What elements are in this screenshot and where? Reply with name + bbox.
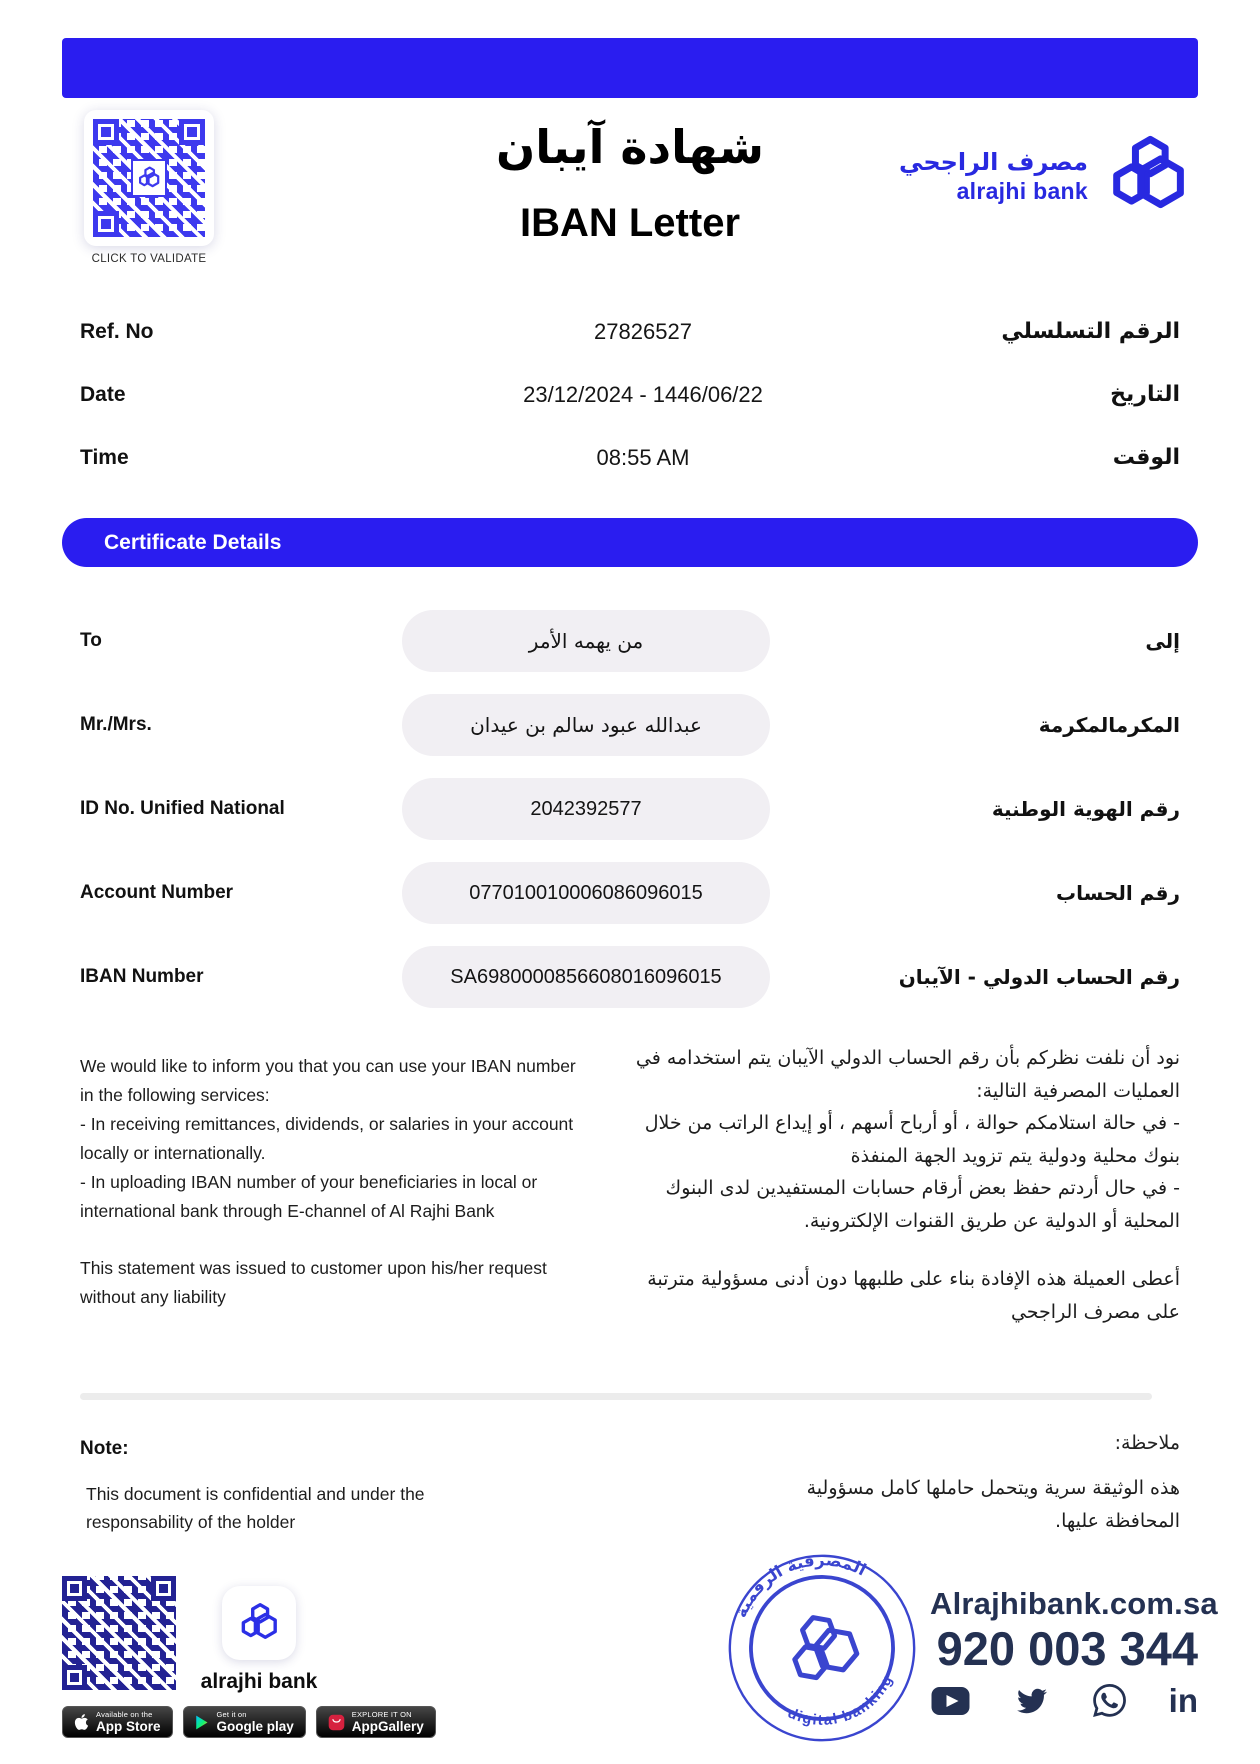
to-row — [62, 610, 1198, 672]
validation-qr-block[interactable] — [84, 110, 214, 265]
qr-finder-icon — [62, 1665, 87, 1690]
badge-store-name: Google play — [216, 1719, 294, 1734]
id-label-arabic: رقم الهوية الوطنية — [991, 797, 1180, 821]
note-text-arabic: هذه الوثيقة سرية ويتحمل حاملها كامل مسؤولية المحافظة عليها. — [806, 1477, 1180, 1532]
body-intro-arabic: نود أن نلفت نظركم بأن رقم الحساب الدولي الآيبان يتم استخدامه في العمليات المصرفية التالية: — [635, 1047, 1180, 1102]
ref-no-row — [62, 300, 1198, 363]
ref-no-value: 27826527 — [594, 318, 692, 344]
bank-name-english: alrajhi bank — [956, 178, 1088, 204]
appgallery-icon — [328, 1714, 345, 1731]
note-label-arabic: ملاحظة: — [1114, 1432, 1180, 1454]
website-link[interactable]: Alrajhibank.com.sa — [930, 1586, 1218, 1621]
qr-finder-icon — [151, 1576, 176, 1601]
badge-store-name: AppGallery — [351, 1719, 424, 1734]
id-label: ID No. Unified National — [80, 798, 285, 819]
name-label-arabic: المكرمالمكرمة — [1038, 713, 1180, 737]
body-item-1-arabic: - في حالة استلامكم حوالة ، أو أرباح أسهم ، أو إيداع الراتب من خلال بنوك محلية ودولية يتم تزويد الجهة المنفذة — [644, 1112, 1180, 1167]
account-row — [62, 862, 1198, 924]
app-store-badge[interactable] — [62, 1706, 173, 1738]
phone-number: 920 003 344 — [936, 1622, 1198, 1675]
id-row — [62, 778, 1198, 840]
certificate-fields — [62, 610, 1198, 1008]
qr-finder-icon — [179, 119, 205, 145]
account-label-arabic: رقم الحساب — [1056, 881, 1180, 905]
account-label: Account Number — [80, 882, 234, 903]
to-value: من يهمه الأمر — [402, 610, 770, 672]
time-label: Time — [80, 445, 129, 469]
iban-row — [62, 946, 1198, 1008]
linkedin-icon[interactable]: in — [1168, 1681, 1198, 1719]
badge-tagline: EXPLORE IT ON — [351, 1709, 412, 1719]
note-label: Note: — [80, 1438, 129, 1459]
body-closing-arabic: أعطى العميلة هذه الإفادة بناء على طلبهها دون أدنى مسؤولية مترتبة على مصرف الراجحي — [647, 1268, 1180, 1323]
qr-caption: CLICK TO VALIDATE — [91, 253, 207, 265]
meta-rows — [62, 300, 1198, 489]
date-label-arabic: التاريخ — [1110, 382, 1180, 407]
document-title-arabic: شهادة آيبان — [495, 120, 764, 174]
appgallery-badge[interactable] — [316, 1706, 436, 1738]
badge-store-name: App Store — [96, 1719, 161, 1734]
alrajhi-app-icon — [222, 1586, 296, 1660]
name-row — [62, 694, 1198, 756]
date-row — [62, 363, 1198, 426]
stamp-text-arabic: المصرفية الرقمية — [730, 1550, 870, 1621]
qr-finder-icon — [93, 211, 119, 237]
google-play-badge[interactable] — [183, 1706, 306, 1738]
bank-name-arabic: مصرف الراجحي — [899, 148, 1088, 176]
body-text-english — [80, 1052, 590, 1312]
date-label: Date — [80, 382, 126, 406]
section-divider — [80, 1393, 1152, 1400]
document-title: IBAN Letter — [519, 201, 741, 245]
name-label: Mr./Mrs. — [80, 714, 152, 735]
iban-value: SA6980000856608016096015 — [402, 946, 770, 1008]
to-label-arabic: إلى — [1145, 629, 1180, 653]
qr-card — [84, 110, 214, 246]
body-closing: This statement was issued to customer upon his/her request without any liability — [80, 1258, 547, 1307]
time-value: 08:55 AM — [596, 444, 690, 470]
date-value: 23/12/2024 - 1446/06/22 — [523, 381, 763, 407]
contact-block — [930, 1586, 1218, 1719]
certificate-details-header: Certificate Details — [62, 518, 1198, 567]
ref-no-label-arabic: الرقم التسلسلي — [1001, 319, 1180, 344]
account-value: 077010010006086096015 — [402, 862, 770, 924]
qr-finder-icon — [62, 1576, 87, 1601]
qr-finder-icon — [93, 119, 119, 145]
ref-no-label: Ref. No — [80, 319, 154, 343]
to-label: To — [80, 630, 102, 651]
twitter-icon[interactable] — [1014, 1686, 1050, 1716]
whatsapp-icon[interactable] — [1093, 1684, 1126, 1717]
store-badges — [62, 1706, 436, 1738]
body-text-arabic — [620, 1042, 1180, 1328]
iban-label-arabic: رقم الحساب الدولي - الآيبان — [898, 965, 1180, 989]
digital-banking-stamp — [699, 1525, 945, 1764]
alrajhi-emblem-icon — [1102, 128, 1194, 224]
apple-icon — [74, 1713, 89, 1731]
body-item-2-arabic: - في حال أردتم حفظ بعض أرقام حسابات المستفيدين لدى البنوك المحلية أو الدولية عن طريق القنوات الإلكترونية. — [665, 1177, 1180, 1232]
body-intro: We would like to inform you that you can use your IBAN number in the following services: — [80, 1056, 576, 1105]
body-item-1: - In receiving remittances, dividends, or salaries in your account locally or internationally. — [80, 1114, 574, 1163]
validation-qr-code[interactable] — [93, 119, 205, 237]
iban-label: IBAN Number — [80, 966, 204, 987]
bank-logo-text — [899, 147, 1088, 205]
name-value: عبدالله عبود سالم بن عيدان — [402, 694, 770, 756]
document-titles — [330, 116, 930, 246]
stamp-text-english: digital banking — [785, 1672, 897, 1729]
alrajhi-emblem-icon — [131, 159, 167, 197]
badge-tagline: Get it on — [216, 1709, 247, 1719]
note-text: This document is confidential and under the responsability of the holder — [86, 1484, 425, 1532]
time-label-arabic: الوقت — [1112, 445, 1180, 470]
youtube-icon[interactable] — [930, 1686, 971, 1716]
body-item-2: - In uploading IBAN number of your beneficiaries in local or international bank through E-channel of Al Rajhi Bank — [80, 1172, 538, 1221]
time-row — [62, 426, 1198, 489]
top-blue-bar — [62, 38, 1198, 98]
footer-bank-name: alrajhi bank — [200, 1670, 318, 1693]
id-value: 2042392577 — [402, 778, 770, 840]
google-play-icon — [195, 1714, 210, 1731]
bank-logo — [899, 128, 1194, 224]
badge-tagline: Available on the — [96, 1709, 153, 1719]
app-download-qr-code[interactable] — [62, 1576, 176, 1690]
social-icons — [930, 1681, 1198, 1719]
